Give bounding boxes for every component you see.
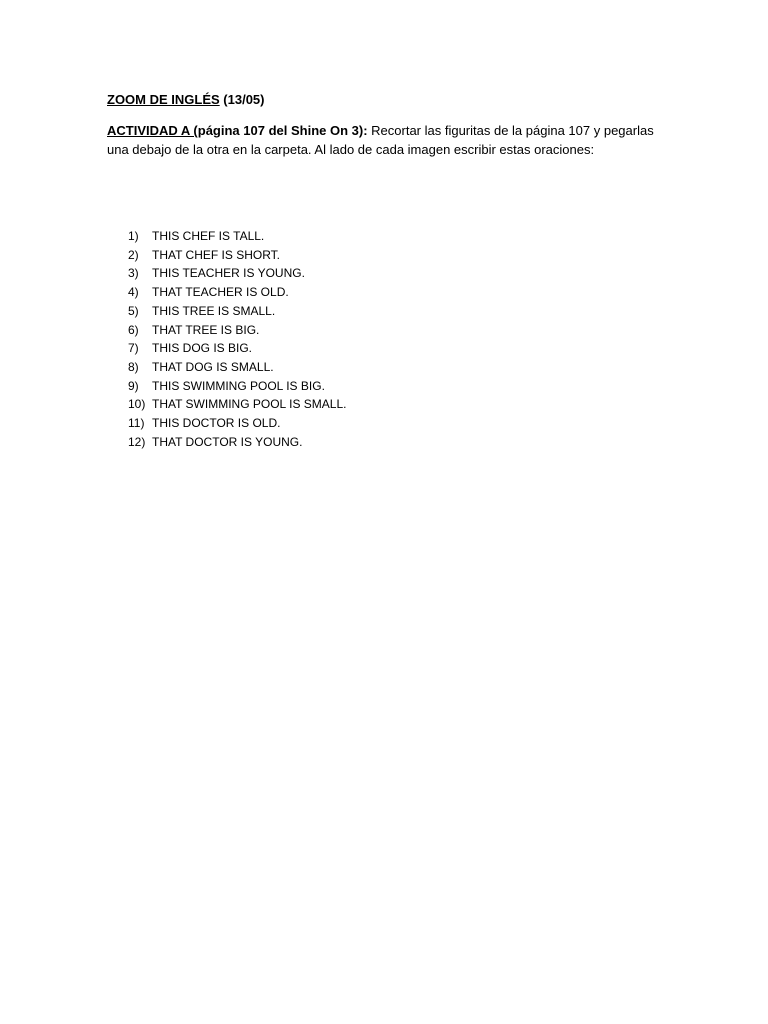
list-item [128,414,346,433]
list-item-number: 4) [128,285,139,300]
list-item [128,358,346,377]
list-item-number: 2) [128,247,139,262]
list-item-number: 10) [128,397,146,412]
list-item-text: THAT TREE IS BIG. [152,322,260,337]
list-item-text: THIS SWIMMING POOL IS BIG. [152,378,325,393]
activity-instructions: Recortar las figuritas de la página 107 y pegarlas una debajo de la otra en la carpeta. Al lado de cada imagen escribir estas oraciones: [107,123,654,157]
title-text: ZOOM DE INGLÉS [107,92,220,107]
list-item-text: THIS DOCTOR IS OLD. [152,416,281,431]
title-date: (13/05) [223,92,265,107]
list-item-number: 8) [128,359,139,374]
list-item [128,283,346,302]
list-item [128,246,346,265]
list-item [128,302,346,321]
list-item [128,321,346,340]
document-title [107,91,265,109]
list-item-number: 12) [128,434,146,449]
list-item [128,339,346,358]
list-item-number: 3) [128,266,139,281]
list-item [128,395,346,414]
list-item [128,227,346,246]
list-item-text: THIS TEACHER IS YOUNG. [152,266,305,281]
list-item-number: 6) [128,322,139,337]
list-item-text: THAT TEACHER IS OLD. [152,285,289,300]
list-item-number: 7) [128,341,139,356]
list-item [128,433,346,452]
activity-label: ACTIVIDAD A ( [107,123,198,138]
list-item-text: THAT DOG IS SMALL. [152,359,274,374]
list-item-text: THAT SWIMMING POOL IS SMALL. [152,397,347,412]
list-item-text: THIS CHEF IS TALL. [152,229,265,243]
list-item-number: 5) [128,303,139,318]
activity-reference: página 107 del Shine On 3): [197,123,368,138]
list-item [128,377,346,396]
list-item [128,264,346,283]
list-item-text: THIS DOG IS BIG. [152,341,253,356]
list-item-number: 1) [128,229,139,243]
activity-paragraph [107,121,667,159]
sentence-list [128,227,346,451]
list-item-number: 11) [128,416,145,431]
list-item-text: THAT DOCTOR IS YOUNG. [152,434,303,449]
list-item-text: THIS TREE IS SMALL. [152,303,276,318]
list-item-number: 9) [128,378,139,393]
list-item-text: THAT CHEF IS SHORT. [152,247,281,262]
